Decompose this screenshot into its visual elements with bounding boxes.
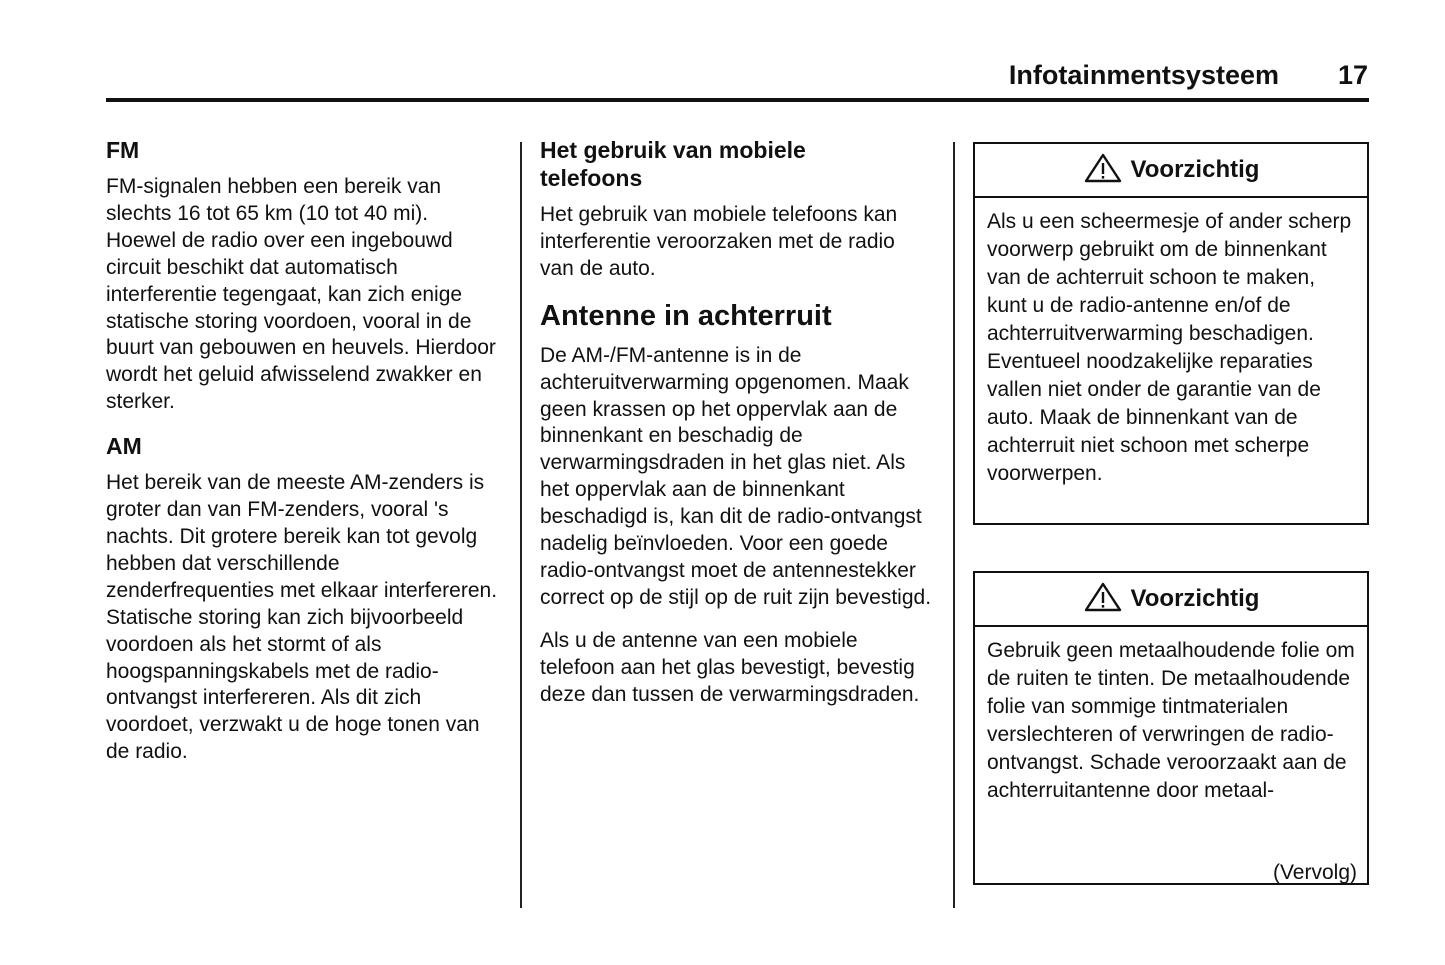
column-divider	[520, 142, 522, 908]
antenna-paragraph-2: Als u de antenne van een mobiele telefoon aan het glas bevestigt, bevestig deze dan tussen de verwarmingsdraden.	[540, 628, 920, 706]
caution-body	[975, 627, 1367, 805]
caution-label: Voorzichtig	[1130, 156, 1260, 183]
caution-header	[975, 573, 1367, 627]
warning-triangle-icon	[1083, 581, 1123, 618]
caution-box	[973, 142, 1369, 525]
caution-text: Als u een scheermesje of ander scherp voorwerp gebruikt om de binnenkant van de achterruit schoon te maken, kunt u de radio-antenne en/of de achterruitverwarming beschadigen. Eventueel noodzakelijke reparaties vallen niet onder de garantie van de auto. Maak de binnenkant van de achterruit niet schoon met scherpe voorwerpen.	[987, 210, 1352, 485]
caution-text: Gebruik geen metaalhoudende folie om de ruiten te tinten. De metaalhoudende folie van sommige tintmaterialen verslechteren of verwringen de radio-ontvangst. Schade veroorzaakt aan de achterruitantenne door metaal-	[987, 639, 1355, 802]
caution-body	[975, 198, 1367, 488]
column-left	[106, 136, 506, 782]
antenna-paragraph-1: De AM-/FM-antenne is in de achteruitverwarming opgenomen. Maak geen krassen op het oppervlak aan de binnenkant en beschadig de verwarmingsdraden in het glas niet. Als het oppervlak aan de binnenkant beschadigd is, kan dit de radio-ontvangst nadelig beïnvloeden. Voor een goede radio-ontvangst moet de antennestekker correct op de stijl op de ruit zijn bevestigd.	[540, 343, 932, 609]
column-divider	[953, 142, 955, 908]
column-middle	[540, 136, 945, 725]
caution-label: Voorzichtig	[1130, 585, 1260, 612]
section-heading-am: AM	[106, 433, 142, 460]
page-header	[106, 58, 1369, 102]
continued-label: (Vervolg)	[1272, 861, 1357, 884]
section-heading-rear-window-antenna: Antenne in achterruit	[540, 299, 832, 332]
caution-header	[975, 144, 1367, 198]
section-heading-fm: FM	[106, 137, 140, 163]
chapter-title: Infotainmentsysteem	[1008, 60, 1279, 90]
page-number: 17	[1337, 60, 1368, 90]
am-paragraph: Het bereik van de meeste AM-zenders is groter dan van FM-zenders, vooral 's nachts. Dit grotere bereik kan tot gevolg hebben dat verschillende zenderfrequenties met elkaar interfereren. Statische storing kan zich bijvoorbeeld voordoen als het stormt of als hoogspanningskabels met de radio-ontvangst interfereren. Als dit zich voordoet, verzwakt u de hoge tonen van de radio.	[106, 471, 498, 764]
caution-box	[973, 571, 1369, 885]
mobile-phones-paragraph: Het gebruik van mobiele telefoons kan interferentie veroorzaken met de radio van de auto.	[540, 203, 898, 280]
fm-paragraph: FM-signalen hebben een bereik van slechts 16 tot 65 km (10 tot 40 mi). Hoewel de radio over een ingebouwd circuit beschikt dat automatisch interferentie tegengaat, kan zich enige statische storing voordoen, vooral in de buurt van gebouwen en heuvels. Hierdoor wordt het geluid afwisselend zwakker en sterker.	[106, 175, 496, 414]
subsection-heading-mobile-phones: Het gebruik van mobiele telefoons	[540, 137, 806, 191]
warning-triangle-icon	[1083, 152, 1123, 189]
